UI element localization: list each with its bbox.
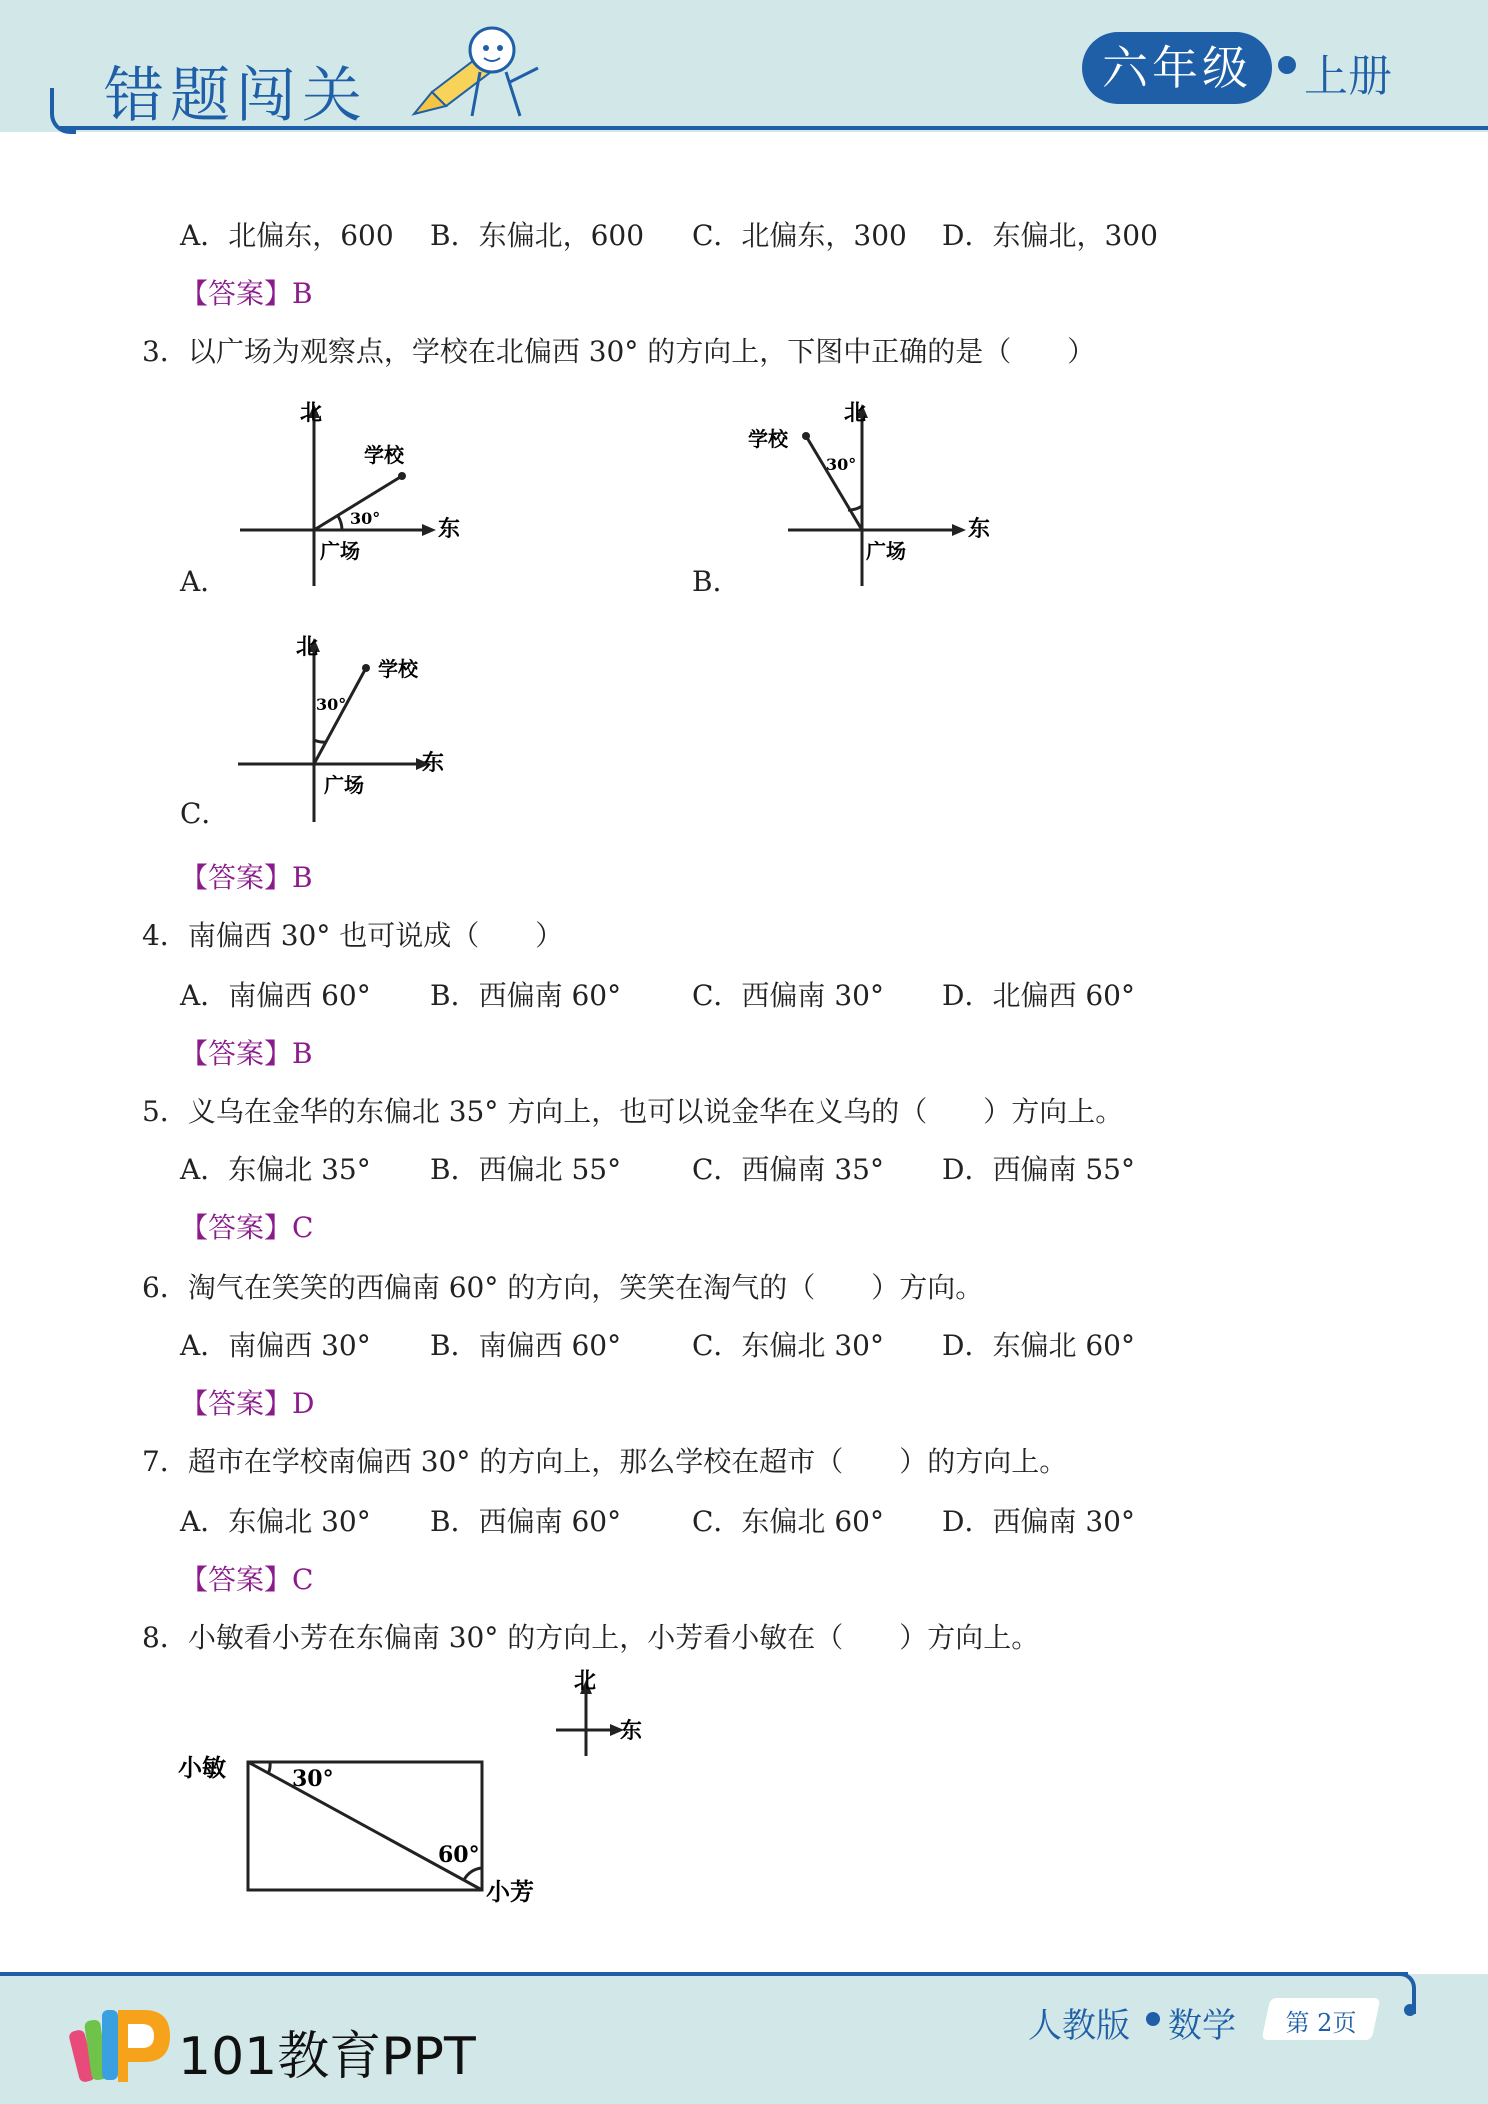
q5-option-a: A．东偏北 35° (180, 1153, 371, 1186)
q2-option-b: B．东偏北，600 (430, 219, 645, 252)
edition-label: 人教版 (1028, 2006, 1130, 2046)
q3b-angle-label: 30° (826, 455, 857, 474)
q7-option-b: B．西偏南 60° (430, 1505, 622, 1538)
q5-option-c: C．西偏南 35° (692, 1153, 884, 1186)
q7-stem: 7．超市在学校南偏西 30° 的方向上，那么学校在超市（ ）的方向上。 (142, 1445, 1068, 1478)
q5-answer: 【答案】C (180, 1211, 314, 1244)
q3-label-b: B． (692, 565, 741, 598)
q6-option-c: C．东偏北 30° (692, 1329, 884, 1362)
q4-option-c: C．西偏南 30° (692, 979, 884, 1012)
q3-answer: 【答案】B (180, 861, 313, 894)
volume-label: 上册 (1304, 51, 1392, 102)
q5-option-b: B．西偏北 55° (430, 1153, 622, 1186)
q3a-origin-label: 广场 (320, 539, 360, 563)
logo-text: 101教育PPT (178, 2027, 476, 2087)
q4-option-a: A．南偏西 60° (180, 979, 371, 1012)
q3c-angle-label: 30° (316, 695, 347, 714)
q3a-north-label: 北 (300, 400, 323, 426)
q4-option-d: D．北偏西 60° (942, 979, 1135, 1012)
q3-figure-b (740, 396, 1000, 596)
q8-stem: 8．小敏看小芳在东偏南 30° 的方向上，小芳看小敏在（ ）方向上。 (142, 1621, 1040, 1654)
q3a-angle-label: 30° (350, 509, 381, 528)
q3-label-a: A． (180, 565, 229, 598)
q3b-school-label: 学校 (748, 427, 788, 451)
q8-person-b: 小芳 (486, 1877, 534, 1906)
q7-option-c: C．东偏北 60° (692, 1505, 884, 1538)
q3-stem: 3．以广场为观察点，学校在北偏西 30° 的方向上，下图中正确的是（ ） (142, 335, 1096, 368)
q7-option-d: D．西偏南 30° (942, 1505, 1135, 1538)
q4-answer: 【答案】B (180, 1037, 313, 1070)
q5-option-d: D．西偏南 55° (942, 1153, 1135, 1186)
page-number: 第 2页 (1285, 2009, 1357, 2037)
q8-person-a: 小敏 (178, 1753, 226, 1782)
q3c-origin-label: 广场 (324, 773, 364, 797)
q8-east-label: 东 (620, 1718, 643, 1744)
q6-stem: 6．淘气在笑笑的西偏南 60° 的方向，笑笑在淘气的（ ）方向。 (142, 1271, 984, 1304)
q2-option-c: C．北偏东，300 (692, 219, 907, 252)
q2-answer: 【答案】B (180, 277, 313, 310)
q3c-north-label: 北 (296, 634, 319, 660)
q7-option-a: A．东偏北 30° (180, 1505, 371, 1538)
q7-answer: 【答案】C (180, 1563, 314, 1596)
q3c-school-label: 学校 (378, 657, 418, 681)
q3-label-c: C． (180, 797, 230, 830)
q6-answer: 【答案】D (180, 1387, 315, 1420)
grade-badge: 六年级 (1082, 32, 1272, 104)
q8-angle-b: 60° (438, 1842, 480, 1868)
q3-figure-a (230, 396, 470, 596)
q8-north-label: 北 (574, 1668, 597, 1694)
q8-angle-a: 30° (292, 1766, 334, 1792)
brand-title: 错题闯关 (104, 61, 368, 131)
footer-dot (1404, 2004, 1416, 2016)
q6-option-b: B．南偏西 60° (430, 1329, 622, 1362)
q6-option-d: D．东偏北 60° (942, 1329, 1135, 1362)
q5-stem: 5．义乌在金华的东偏北 35° 方向上，也可以说金华在义乌的（ ）方向上。 (142, 1095, 1124, 1128)
q3c-east-label: 东 (422, 750, 445, 776)
grade-dot (1278, 56, 1296, 74)
logo-icon (66, 2000, 176, 2090)
q3b-east-label: 东 (968, 516, 991, 542)
q4-stem: 4．南偏西 30° 也可说成（ ） (142, 919, 564, 952)
pencil-mascot-icon (410, 18, 550, 122)
q3a-east-label: 东 (438, 516, 461, 542)
q6-option-a: A．南偏西 30° (180, 1329, 371, 1362)
q8-figure (170, 1668, 670, 1908)
q3a-school-label: 学校 (364, 443, 404, 467)
q2-option-a: A．北偏东，600 (180, 219, 394, 252)
q3-figure-c (230, 630, 470, 830)
q4-option-b: B．西偏南 60° (430, 979, 622, 1012)
q2-option-d: D．东偏北，300 (942, 219, 1158, 252)
footer-rule (0, 1972, 1408, 1976)
q3b-origin-label: 广场 (866, 539, 906, 563)
header-hook (50, 88, 76, 134)
edition-dot (1146, 2012, 1160, 2026)
subject-label: 数学 (1168, 2006, 1236, 2046)
q3b-north-label: 北 (844, 400, 867, 426)
